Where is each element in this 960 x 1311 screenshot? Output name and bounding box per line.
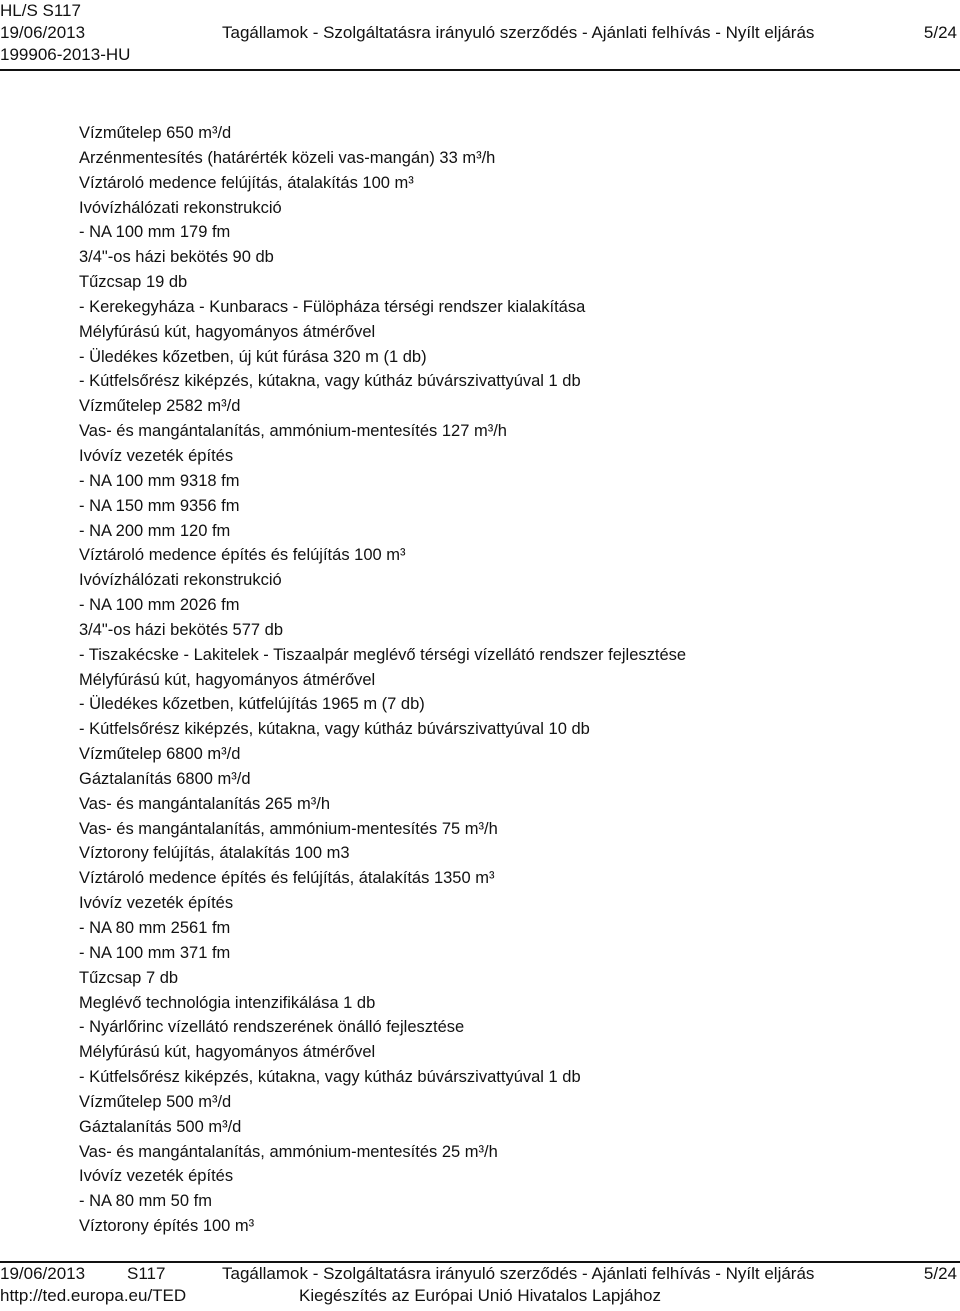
- content-line: - NA 100 mm 371 fm: [79, 943, 231, 962]
- content-line: Vas- és mangántalanítás, ammónium-mentesítés 127 m³/h: [79, 422, 507, 441]
- page-header: [0, 0, 960, 66]
- content-line: Mélyfúrású kút, hagyományos átmérővel: [79, 1043, 376, 1062]
- content-line: - Nyárlőrinc vízellátó rendszerének önálló fejlesztése: [79, 1018, 465, 1037]
- footer-page-number: 5/24: [923, 1264, 957, 1283]
- content-line: Ivóvíz vezeték építés: [79, 894, 234, 913]
- content-line: Víztorony felújítás, átalakítás 100 m3: [79, 844, 350, 863]
- content-line: Vízműtelep 650 m³/d: [79, 124, 232, 142]
- content-line: - NA 80 mm 2561 fm: [79, 919, 231, 937]
- content-line: - Kútfelsőrész kiképzés, kútakna, vagy kútház búvárszivattyúval 10 db: [79, 720, 590, 739]
- content-line: Vízműtelep 6800 m³/d: [79, 745, 241, 764]
- content-line: Vízműtelep 500 m³/d: [79, 1092, 232, 1111]
- content-line: Arzénmentesítés (határérték közeli vas-mangán) 33 m³/h: [79, 148, 496, 167]
- content-line: 3/4"-os házi bekötés 90 db: [79, 248, 274, 267]
- content-line: Víztorony építés 100 m³: [79, 1217, 255, 1236]
- content-line: - NA 100 mm 9318 fm: [79, 471, 240, 490]
- notice-id: 199906-2013-HU: [0, 45, 131, 64]
- content-line: Vas- és mangántalanítás 265 m³/h: [79, 794, 330, 813]
- content-line: Mélyfúrású kút, hagyományos átmérővel: [79, 322, 376, 341]
- doc-id: HL/S S117: [0, 1, 81, 20]
- content-line: - Kútfelsőrész kiképzés, kútakna, vagy kútház búvárszivattyúval 1 db: [79, 372, 581, 391]
- content-line: - NA 150 mm 9356 fm: [79, 496, 240, 515]
- content-line: - Tiszakécske - Lakitelek - Tiszaalpár meglévő térségi vízellátó rendszer fejlesztése: [79, 645, 687, 664]
- document-body: [79, 121, 939, 1239]
- content-line: Ivóvízhálózati rekonstrukció: [79, 571, 282, 590]
- content-line: Tűzcsap 7 db: [79, 968, 179, 987]
- footer-url-link[interactable]: http://ted.europa.eu/TED: [0, 1286, 187, 1305]
- footer-supplement: Kiegészítés az Európai Unió Hivatalos Lapjához: [299, 1286, 661, 1305]
- footer-series: S117: [127, 1264, 166, 1283]
- content-line: - Kerekegyháza - Kunbaracs - Fülöpháza térségi rendszer kialakítása: [79, 297, 586, 316]
- header-divider: [0, 69, 960, 71]
- content-line: - Kútfelsőrész kiképzés, kútakna, vagy kútház búvárszivattyúval 1 db: [79, 1068, 581, 1087]
- content-line: - Üledékes kőzetben, kútfelújítás 1965 m (7 db): [79, 695, 425, 714]
- content-line: - NA 80 mm 50 fm: [79, 1192, 212, 1211]
- content-line: Víztároló medence építés és felújítás 100 m³: [79, 546, 406, 565]
- content-line: - Üledékes kőzetben, új kút fúrása 320 m (1 db): [79, 347, 427, 366]
- content-line: 3/4"-os házi bekötés 577 db: [79, 620, 283, 639]
- content-line: - NA 200 mm 120 fm: [79, 521, 231, 540]
- footer-title: Tagállamok - Szolgáltatásra irányuló szerződés - Ajánlati felhívás - Nyílt eljárás: [222, 1264, 815, 1283]
- content-line: Ivóvíz vezeték építés: [79, 446, 234, 465]
- header-title: Tagállamok - Szolgáltatásra irányuló szerződés - Ajánlati felhívás - Nyílt eljárás: [222, 23, 815, 42]
- header-date: 19/06/2013: [0, 23, 86, 42]
- content-line: - NA 100 mm 179 fm: [79, 223, 231, 242]
- content-line: Víztároló medence építés és felújítás, átalakítás 1350 m³: [79, 869, 495, 888]
- content-line: Gáztalanítás 500 m³/d: [79, 1117, 242, 1136]
- content-line: Vas- és mangántalanítás, ammónium-mentesítés 75 m³/h: [79, 819, 498, 838]
- content-line: Vas- és mangántalanítás, ammónium-mentesítés 25 m³/h: [79, 1142, 498, 1161]
- content-line: Gáztalanítás 6800 m³/d: [79, 769, 251, 788]
- content-line: Ivóvízhálózati rekonstrukció: [79, 198, 282, 217]
- content-line: Mélyfúrású kút, hagyományos átmérővel: [79, 670, 376, 689]
- content-line: - NA 100 mm 2026 fm: [79, 596, 240, 615]
- header-page-number: 5/24: [923, 23, 957, 42]
- content-line: Meglévő technológia intenzifikálása 1 db: [79, 993, 376, 1012]
- content-line: Tűzcsap 19 db: [79, 273, 188, 292]
- content-line: Víztároló medence felújítás, átalakítás 100 m³: [79, 173, 414, 192]
- footer-date: 19/06/2013: [0, 1264, 86, 1283]
- content-line: Ivóvíz vezeték építés: [79, 1167, 234, 1186]
- content-line: Vízműtelep 2582 m³/d: [79, 397, 241, 416]
- page-footer: [0, 1263, 960, 1307]
